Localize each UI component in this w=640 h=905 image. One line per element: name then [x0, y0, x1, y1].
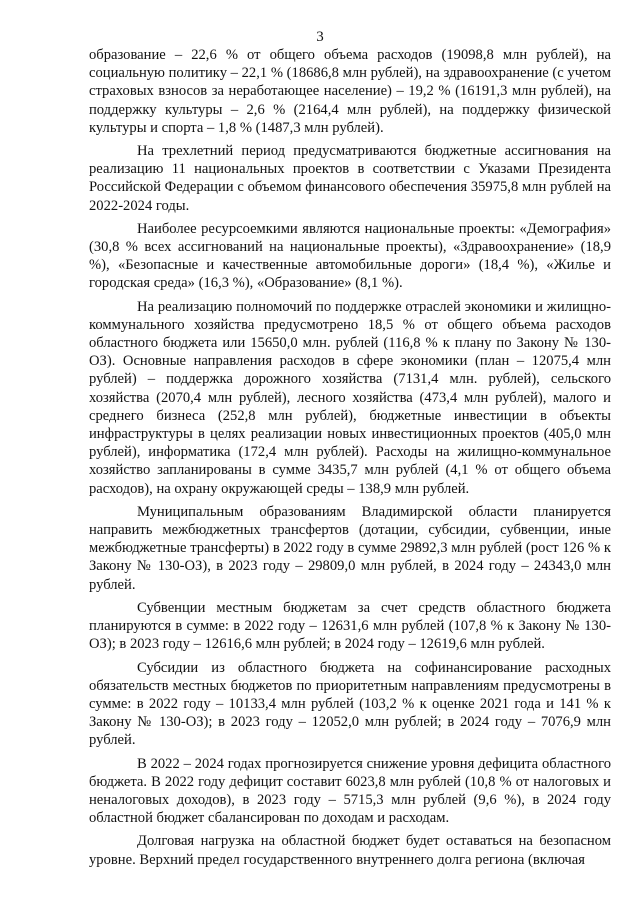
paragraph-3: Наиболее ресурсоемкими являются национальные проекты: «Демография» (30,8 % всех ассигнований на национальные проекты), «Здравоохранение» (18,9 %), «Безопасные и качественные автомобильные дороги» (18,4 %), «Жилье и городская среда» (16,3 %), «Образование» (8,1 %). [89, 220, 611, 292]
document-body [89, 46, 611, 874]
paragraph-6: Субвенции местным бюджетам за счет средств областного бюджета планируются в сумме: в 2022 году – 12631,6 млн рублей (107,8 % к Закону № 130-ОЗ); в 2023 году – 12616,6 млн рублей; в 2024 году – 12619,6 млн рублей. [89, 599, 611, 653]
paragraph-2: На трехлетний период предусматриваются бюджетные ассигнования на реализацию 11 национальных проектов в соответствии с Указами Президента Российской Федерации с объемом финансового обеспечения 35975,8 млн рублей на 2022-2024 годы. [89, 143, 611, 214]
paragraph-4: На реализацию полномочий по поддержке отраслей экономики и жилищно-коммунального хозяйства предусмотрено 18,5 % от общего объема расходов областного бюджета или 15650,0 млн. рублей (116,8 % к плану по Закону № 130-ОЗ). Основные направления расходов в сфере экономики (план – 12075,4 млн рублей) – поддержка дорожного хозяйства (7131,4 млн. рублей), сельского хозяйства (2070,4 млн рублей), лесного хозяйства (473,4 млн рублей), малого и среднего бизнеса (252,8 млн рублей), бюджетные инвестиции в объекты инфраструктуры в целях реализации новых инвестиционных проектов (405,0 млн рублей), информатика (172,4 млн рублей). Расходы на жилищно-коммунальное хозяйство запланированы в сумме 3435,7 млн рублей (4,1 % от общего объема расходов), на охрану окружающей среды – 138,9 млн рублей. [89, 298, 611, 497]
paragraph-8: В 2022 – 2024 годах прогнозируется снижение уровня дефицита областного бюджета. В 2022 году дефицит составит 6023,8 млн рублей (10,8 % от налоговых и неналоговых доходов), в 2023 году – 5715,3 млн рублей (9,6 %), в 2024 году областной бюджет сбалансирован по доходам и расходам. [89, 755, 611, 827]
paragraph-1: образование – 22,6 % от общего объема расходов (19098,8 млн рублей), на социальную политику – 22,1 % (18686,8 млн рублей), на здравоохранение (с учетом страховых взносов за неработающее население) – 19,2 % (16191,3 млн рублей), на поддержку культуры – 2,6 % (2164,4 млн рублей), на поддержку физической культуры и спорта – 1,8 % (1487,3 млн рублей). [89, 47, 611, 136]
page-number: 3 [316, 29, 324, 45]
paragraph-9: Долговая нагрузка на областной бюджет будет оставаться на безопасном уровне. Верхний предел государственного внутреннего долга региона (включая [89, 833, 611, 868]
paragraph-7: Субсидии из областного бюджета на софинансирование расходных обязательств местных бюджетов по приоритетным направлениям предусмотрены в сумме: в 2022 году – 10133,4 млн рублей (103,2 % к оценке 2021 года и 141 % к Закону № 130-ОЗ); в 2023 году – 12052,0 млн рублей; в 2024 году – 7076,9 млн рублей. [89, 659, 611, 749]
paragraph-5: Муниципальным образованиям Владимирской области планируется направить межбюджетных трансфертов (дотации, субсидии, субвенции, иные межбюджетные трансферты) в 2022 году в сумме 29892,3 млн рублей (рост 126 % к Закону № 130-ОЗ), в 2023 году – 29809,0 млн рублей, в 2024 году – 24343,0 млн рублей. [89, 503, 611, 593]
